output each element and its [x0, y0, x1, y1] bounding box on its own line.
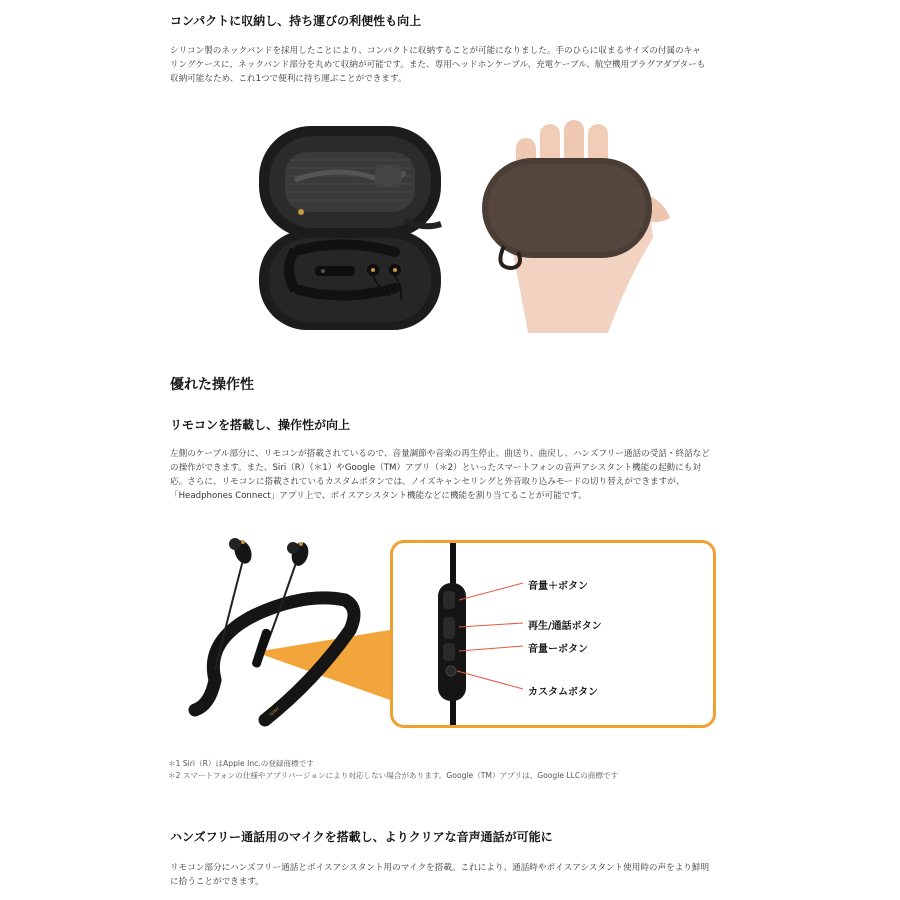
section-paragraph-handsfree-mic [170, 861, 770, 889]
footnote: ＊1 Siri（R）はApple Inc.の登録商標です [168, 759, 314, 768]
brand-logo: SONY [268, 705, 281, 717]
section-heading-compact-storage: コンパクトに収納し、持ち運びの利便性も向上 [170, 14, 422, 28]
callout-play-call: 再生/通話ボタン [528, 621, 602, 632]
neckband-headphones-image [185, 530, 405, 735]
paragraph-line: 左側のケーブル部分に、リモコンが搭載されているので、音量調節や音楽の再生停止、曲送り、曲戻し、ハンズフリー通話の受話・終話など [170, 449, 710, 459]
footnotes [168, 758, 618, 782]
section-paragraph-compact-storage [170, 44, 760, 86]
open-carrying-case-image [255, 120, 455, 335]
paragraph-line: リモコン部分にハンズフリー通話とボイスアシスタント用のマイクを搭載。これにより、通話時やボイスアシスタント使用時の声をより鮮明 [170, 863, 710, 873]
callout-volume-up: 音量＋ボタン [528, 581, 588, 592]
paragraph-line: の操作ができます。また、Siri（R）（＊1）やGoogle（TM）アプリ（＊2）といったスマートフォンの音声アシスタント機能の起動にも対 [170, 463, 701, 473]
paragraph-line: 収納可能なため、これ1つで便利に持ち運ぶことができます。 [170, 74, 407, 84]
section-heading-handsfree-mic: ハンズフリー通話用のマイクを搭載し、よりクリアな音声通話が可能に [170, 830, 553, 844]
paragraph-line: 応。さらに、リモコンに搭載されているカスタムボタンでは、ノイズキャンセリングと外音取り込みモードの切り替えができますが、 [170, 477, 685, 487]
paragraph-line: 「Headphones Connect」アプリ上で、ボイスアシスタント機能などに機能を割り当てることが可能です。 [170, 491, 587, 501]
callout-volume-down: 音量ーボタン [528, 644, 588, 655]
callout-custom-button: カスタムボタン [528, 687, 598, 698]
paragraph-line: リングケースに、ネックバンド部分を丸めて収納が可能です。また、専用ヘッドホンケーブル、充電ケーブル、航空機用プラグアダプターも [170, 60, 706, 70]
paragraph-line: に拾うことができます。 [170, 877, 264, 887]
footnote: ＊2 スマートフォンの仕様やアプリバージョンにより対応しない場合があります。Google（TM）アプリは、Google LLCの商標です [168, 771, 619, 780]
section-paragraph-remote-control [170, 447, 770, 503]
section-heading-remote-control: リモコンを搭載し、操作性が向上 [170, 418, 351, 432]
hand-holding-case-image [478, 118, 678, 333]
paragraph-line: シリコン製のネックバンドを採用したことにより、コンパクトに収納することが可能になりました。手のひらに収まるサイズの付属のキャ [170, 46, 701, 56]
section-title-operability: 優れた操作性 [170, 377, 254, 393]
